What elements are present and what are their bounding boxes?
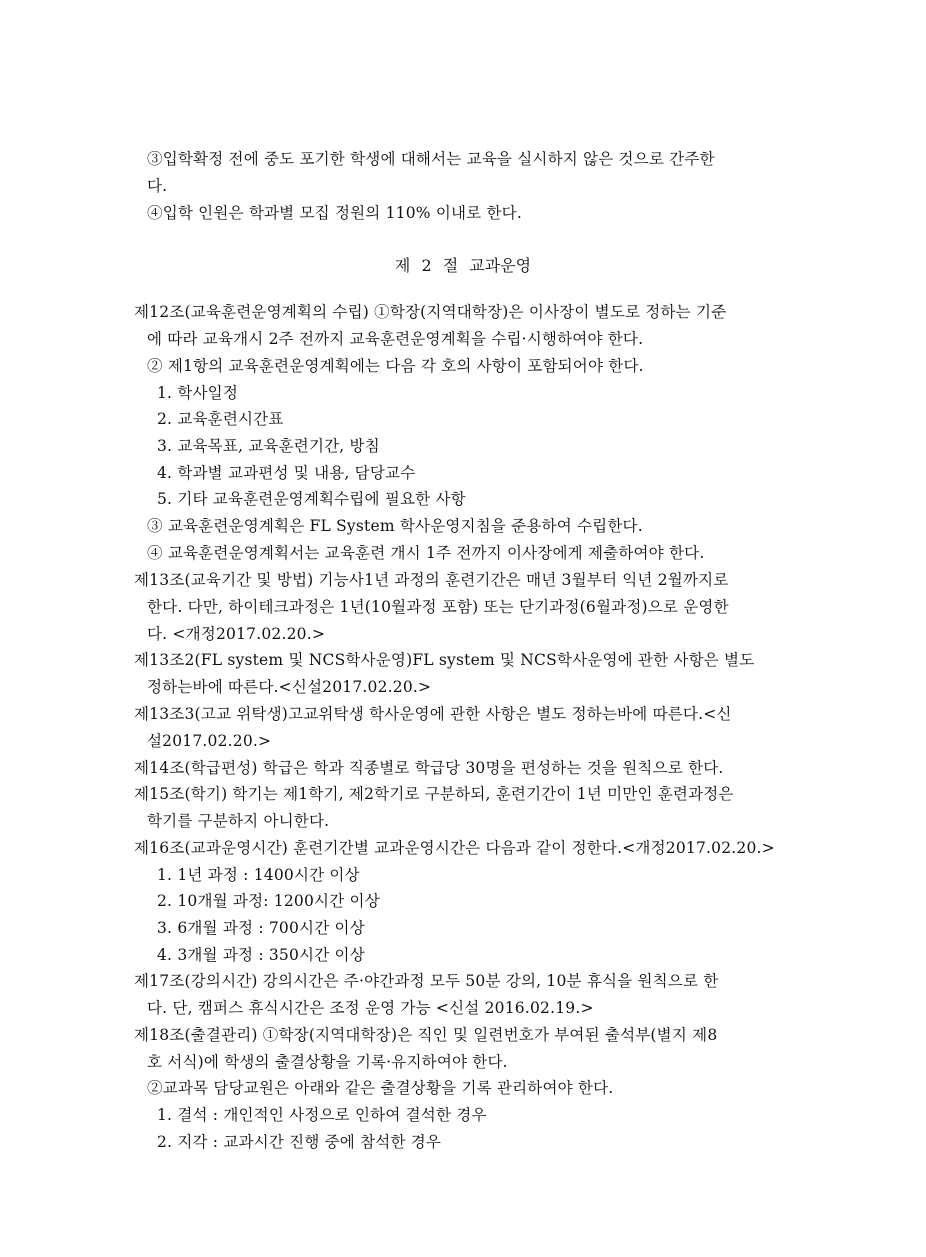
article-line: 에 따라 교육개시 2주 전까지 교육훈련운영계획을 수립·시행하여야 한다. — [147, 330, 644, 348]
paragraph-line: ④입학 인원은 학과별 모집 정원의 110% 이내로 한다. — [147, 204, 522, 222]
article-line: 제16조(교과운영시간) 훈련기간별 교과운영시간은 다음과 같이 정한다.<개정2017.02.20.> — [134, 839, 775, 857]
list-item: 4. 학과별 교과편성 및 내용, 담당교수 — [157, 464, 416, 482]
list-item: 4. 3개월 과정 : 350시간 이상 — [157, 946, 365, 964]
article-line: ②교과목 담당교원은 아래와 같은 출결상황을 기록 관리하여야 한다. — [147, 1079, 614, 1097]
paragraph-line: 다. — [147, 177, 168, 195]
article-line: 정하는바에 따른다.<신설2017.02.20.> — [147, 678, 432, 696]
article-line: 한다. 다만, 하이테크과정은 1년(10월과정 포함) 또는 단기과정(6월과정)으로 운영한 — [147, 598, 729, 616]
article-line: 제12조(교육훈련운영계획의 수립) ①학장(지역대학장)은 이사장이 별도로 정하는 기준 — [134, 303, 727, 321]
article-line: 제14조(학급편성) 학급은 학과 직종별로 학급당 30명을 편성하는 것을 원칙으로 한다. — [134, 759, 724, 777]
list-item: 1. 결석 : 개인적인 사정으로 인하여 결석한 경우 — [157, 1106, 487, 1124]
article-line: ④ 교육훈련운영계획서는 교육훈련 개시 1주 전까지 이사장에게 제출하여야 한다. — [147, 544, 705, 562]
list-item: 3. 교육목표, 교육훈련기간, 방침 — [157, 437, 380, 455]
article-line: 학기를 구분하지 아니한다. — [147, 812, 330, 830]
article-line: 설2017.02.20.> — [147, 732, 272, 750]
list-item: 1. 학사일정 — [157, 384, 239, 402]
list-item: 5. 기타 교육훈련운영계획수립에 필요한 사항 — [157, 490, 466, 508]
section-title: 제 2 절 교과운영 — [394, 256, 532, 275]
article-line: 호 서식)에 학생의 출결상황을 기록·유지하여야 한다. — [147, 1053, 508, 1071]
list-item: 2. 교육훈련시간표 — [157, 410, 284, 428]
article-line: 제15조(학기) 학기는 제1학기, 제2학기로 구분하되, 훈련기간이 1년 미만인 훈련과정은 — [134, 785, 734, 803]
list-item: 3. 6개월 과정 : 700시간 이상 — [157, 919, 365, 937]
paragraph-line: ③입학확정 전에 중도 포기한 학생에 대해서는 교육을 실시하지 않은 것으로 간주한 — [147, 150, 715, 168]
article-line: ③ 교육훈련운영계획은 FL System 학사운영지침을 준용하여 수립한다. — [147, 517, 643, 535]
article-line: 다. <개정2017.02.20.> — [147, 625, 326, 643]
article-line: 다. 단, 캠퍼스 휴식시간은 조정 운영 가능 <신설 2016.02.19.> — [147, 999, 594, 1017]
article-line: 제13조(교육기간 및 방법) 기능사1년 과정의 훈련기간은 매년 3월부터 익년 2월까지로 — [134, 571, 729, 589]
article-line: 제17조(강의시간) 강의시간은 주·야간과정 모두 50분 강의, 10분 휴식을 원칙으로 한 — [134, 972, 719, 990]
article-line: 제18조(출결관리) ①학장(지역대학장)은 직인 및 일련번호가 부여된 출석부(별지 제8 — [134, 1026, 718, 1044]
list-item: 2. 10개월 과정: 1200시간 이상 — [157, 892, 380, 910]
article-line: 제13조3(고교 위탁생)고교위탁생 학사운영에 관한 사항은 별도 정하는바에 따른다.<신 — [134, 705, 732, 723]
article-line: 제13조2(FL system 및 NCS학사운영)FL system 및 NCS학사운영에 관한 사항은 별도 — [134, 651, 755, 669]
list-item: 1. 1년 과정 : 1400시간 이상 — [157, 866, 360, 884]
list-item: 2. 지각 : 교과시간 진행 중에 참석한 경우 — [157, 1133, 442, 1151]
article-line: ② 제1항의 교육훈련운영계획에는 다음 각 호의 사항이 포함되어야 한다. — [147, 357, 644, 375]
